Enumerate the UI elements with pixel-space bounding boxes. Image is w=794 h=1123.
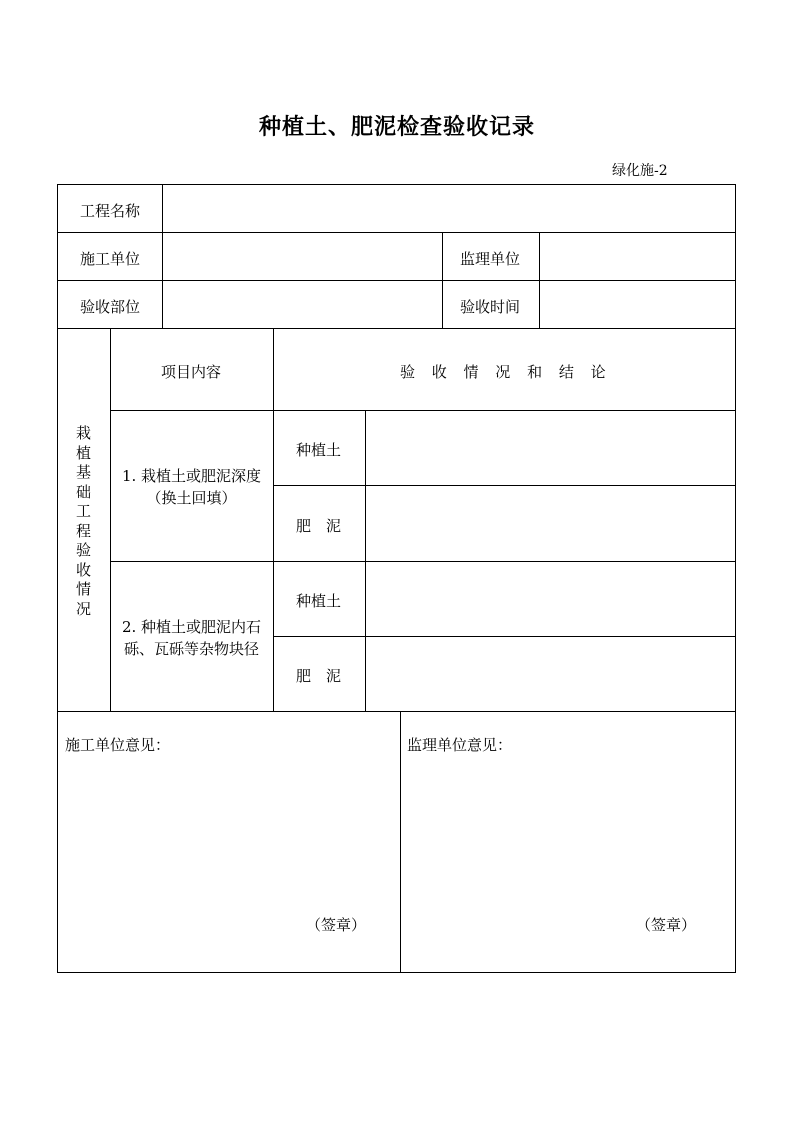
- col-divider: [442, 232, 443, 328]
- form-title: 种植土、肥泥检查验收记录: [258, 115, 535, 140]
- item-header: 项目内容: [161, 363, 222, 381]
- construction-unit-label: 施工单位: [80, 250, 141, 268]
- row-divider: [273, 636, 736, 637]
- inspection-part-label: 验收部位: [80, 298, 141, 316]
- item-2-sub-fertile-mud: 肥 泥: [296, 667, 342, 685]
- item-1-label: 1. 栽植土或肥泥深度 （换土回填）: [121, 467, 262, 507]
- supervision-unit-label: 监理单位: [460, 250, 521, 268]
- item-1-sub-soil: 种植土: [296, 441, 342, 459]
- item-2-sub-soil: 种植土: [296, 592, 342, 610]
- construction-opinion-label: 施工单位意见：: [65, 736, 171, 754]
- row-divider: [57, 711, 736, 712]
- construction-seal: （签章）: [306, 916, 367, 934]
- form-code: 绿化施-2: [612, 163, 668, 179]
- row-divider: [273, 485, 736, 486]
- col-divider: [365, 410, 366, 711]
- form-table-frame: [57, 184, 736, 973]
- item-1-sub-fertile-mud: 肥 泥: [296, 517, 342, 535]
- project-name-label: 工程名称: [80, 202, 141, 220]
- row-divider: [57, 328, 736, 329]
- row-divider: [57, 232, 736, 233]
- supervision-seal: （签章）: [636, 916, 697, 934]
- section-side-label: 栽 植 基 础 工 程 验 收 情 况: [75, 424, 91, 618]
- row-divider: [57, 280, 736, 281]
- item-2-label: 2. 种植土或肥泥内石 砾、瓦砾等杂物块径: [121, 618, 262, 658]
- supervision-opinion-label: 监理单位意见：: [407, 736, 513, 754]
- row-divider: [110, 410, 736, 411]
- row-divider: [110, 561, 736, 562]
- col-divider: [162, 184, 163, 328]
- col-divider: [400, 711, 401, 973]
- inspection-time-label: 验收时间: [460, 298, 521, 316]
- result-header: 验 收 情 况 和 结 论: [400, 363, 606, 381]
- col-divider: [273, 328, 274, 711]
- col-divider: [539, 232, 540, 328]
